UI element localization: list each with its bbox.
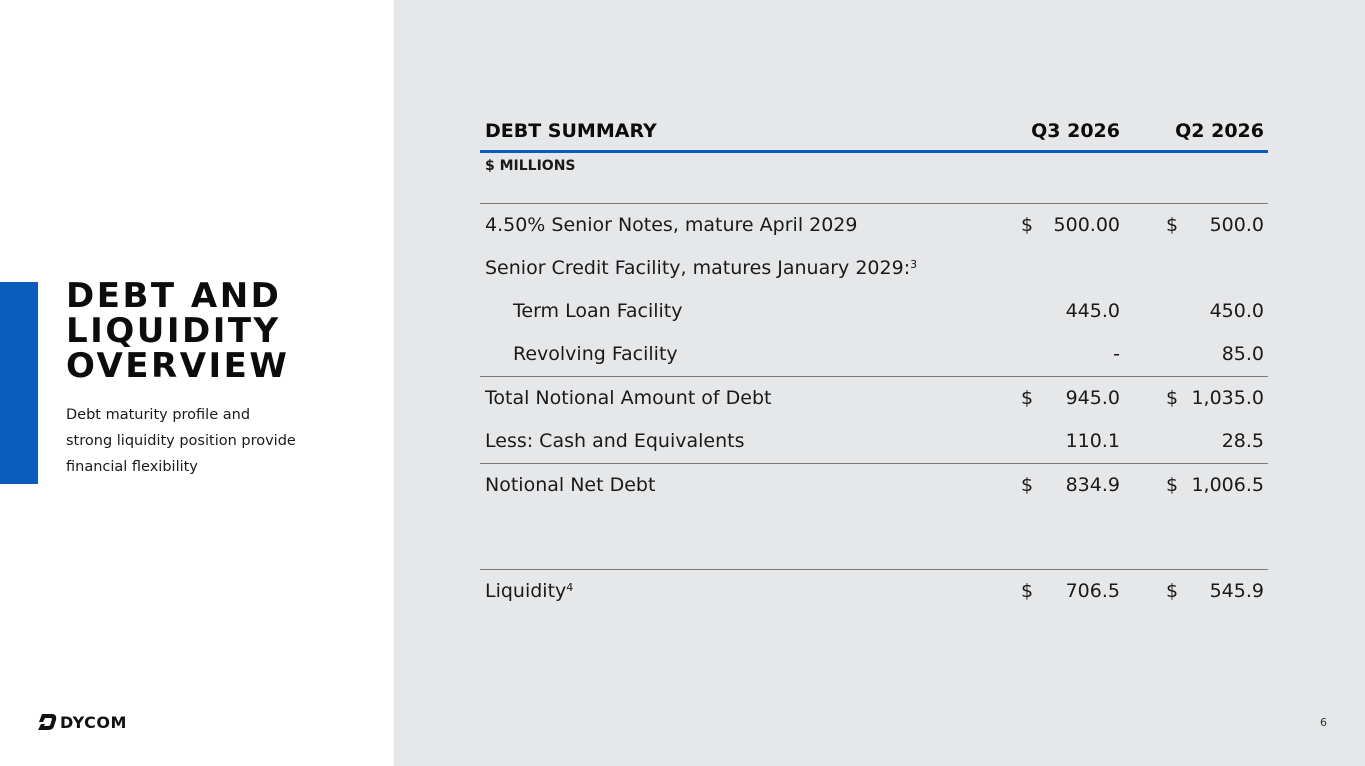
value-q2: 85.0 — [1221, 343, 1264, 365]
currency-symbol: $ — [1021, 387, 1034, 409]
page-number: 6 — [1320, 716, 1327, 729]
debt-summary-table — [480, 118, 1268, 613]
table-row — [480, 290, 1268, 333]
row-label: 4.50% Senior Notes, mature April 2029 — [485, 214, 858, 236]
slide-title-line: OVERVIEW — [66, 346, 290, 386]
accent-bar — [0, 282, 38, 484]
table-row — [480, 377, 1268, 420]
dycom-logo-icon — [36, 711, 58, 733]
value-q3: 834.9 — [1065, 474, 1120, 496]
value-q3: 500.00 — [1053, 214, 1120, 236]
table-row — [480, 570, 1268, 613]
row-label — [485, 247, 917, 290]
subtitle-line: strong liquidity position provide — [66, 433, 296, 449]
table-row — [480, 247, 1268, 290]
footnote-marker: 4 — [566, 581, 574, 594]
value-q3: 445.0 — [1065, 300, 1120, 322]
row-label — [485, 570, 573, 613]
spacer — [480, 507, 1268, 569]
footnote-marker: 3 — [910, 258, 918, 271]
value-q2: 450.0 — [1209, 300, 1264, 322]
row-label: Less: Cash and Equivalents — [485, 430, 745, 452]
table-row — [480, 464, 1268, 507]
currency-symbol: $ — [1021, 580, 1034, 602]
slide-title-line: DEBT AND — [66, 276, 282, 316]
value-q2: 28.5 — [1221, 430, 1264, 452]
value-q2: 1,035.0 — [1191, 387, 1264, 409]
value-q3: 945.0 — [1065, 387, 1120, 409]
row-label: Term Loan Facility — [513, 300, 683, 322]
company-logo — [36, 711, 127, 733]
subtitle-line: Debt maturity profile and — [66, 407, 251, 423]
logo-wordmark: DYCOM — [60, 712, 127, 732]
currency-symbol: $ — [1021, 474, 1034, 496]
table-row — [480, 420, 1268, 463]
value-q2: 1,006.5 — [1191, 474, 1264, 496]
value-q3: 706.5 — [1065, 580, 1120, 602]
row-label: Total Notional Amount of Debt — [485, 387, 772, 409]
value-q3: - — [1113, 343, 1120, 365]
column-header-q2: Q2 2026 — [1175, 120, 1264, 142]
slide-title-line: LIQUIDITY — [66, 311, 281, 351]
column-header-q3: Q3 2026 — [1031, 120, 1120, 142]
currency-symbol: $ — [1166, 387, 1179, 409]
units-label: $ MILLIONS — [485, 158, 576, 174]
subtitle-line: financial flexibility — [66, 459, 198, 475]
table-header — [480, 118, 1268, 150]
value-q2: 500.0 — [1209, 214, 1264, 236]
value-q3: 110.1 — [1065, 430, 1120, 452]
row-label: Revolving Facility — [513, 343, 678, 365]
table-row — [480, 204, 1268, 247]
left-panel — [0, 0, 394, 766]
currency-symbol: $ — [1166, 214, 1179, 236]
table-row — [480, 333, 1268, 376]
table-title: DEBT SUMMARY — [485, 120, 657, 142]
slide-subtitle — [66, 402, 366, 480]
row-label-text: Liquidity — [485, 580, 567, 602]
row-label-text: Senior Credit Facility, matures January 2029: — [485, 257, 911, 279]
currency-symbol: $ — [1166, 580, 1179, 602]
row-label: Notional Net Debt — [485, 474, 656, 496]
currency-symbol: $ — [1166, 474, 1179, 496]
currency-symbol: $ — [1021, 214, 1034, 236]
value-q2: 545.9 — [1209, 580, 1264, 602]
slide-title — [66, 276, 366, 386]
